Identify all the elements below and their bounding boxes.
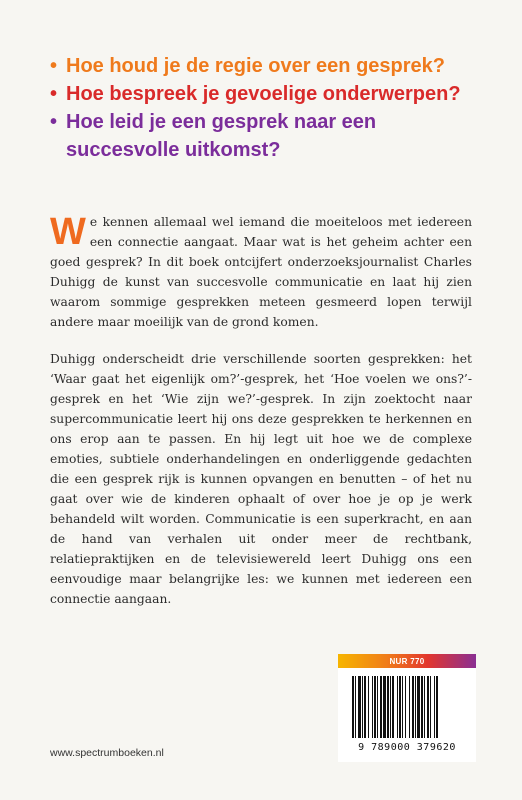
- bullet-text: Hoe bespreek je gevoelige onderwerpen?: [66, 83, 461, 105]
- nur-strip: [338, 654, 476, 668]
- drop-cap: W: [50, 211, 86, 253]
- bullet-text: Hoe houd je de regie over een gesprek?: [66, 55, 446, 77]
- bullet-list: [50, 52, 490, 164]
- bullet-dot: •: [50, 55, 58, 77]
- barcode-icon: [352, 676, 464, 738]
- bullet-item-2: [50, 80, 490, 108]
- barcode-panel: [338, 654, 476, 762]
- blurb-paragraph-1: [50, 212, 472, 332]
- bullet-text: Hoe leid je een gesprek naar een succesvolle uitkomst?: [66, 111, 377, 161]
- bullet-item-3: [50, 108, 490, 164]
- bullet-dot: •: [50, 83, 58, 105]
- publisher-website: www.spectrumboeken.nl: [50, 747, 164, 759]
- blurb-text: [50, 212, 472, 626]
- bullet-item-1: [50, 52, 490, 80]
- blurb-paragraph-2: Duhigg onderscheidt drie verschillende soorten gesprekken: het ‘Waar gaat het eigenlijk om?’-gesprek, het ‘Hoe voelen we ons?’-gesprek en het ‘Wie zijn we?’-gesprek. In zijn zoektocht naar supercommunicatie leert hij ons deze gesprekken te herkennen en ons erop aan te passen. En hij legt uit hoe we de complexe emoties, subtiele onderhandelingen en onderliggende gedachten die een gesprek rijk is kunnen opvangen en benutten – of het nu gaat over wie de kinderen ophaalt of over hoe je op je werk behandeld wilt worden. Communicatie is een superkracht, en aan de hand van verhalen uit onder meer de rechtbank, relatiepraktijken en de televisiewereld leert Duhigg ons een eenvoudige maar belangrijke les: we kunnen met iedereen een connectie aangaan.: [50, 352, 472, 606]
- isbn-number: 9 789000 379620: [358, 742, 456, 753]
- paragraph-text: e kennen allemaal wel iemand die moeiteloos met iedereen een connectie aangaat. Maar wat is het geheim achter een goed gesprek? In dit boek ontcijfert onderzoeksjournalist Charles Duhigg de kunst van succesvolle communicatie en laat hij zien waarom sommige gesprekken meteen gesmeerd lopen terwijl andere maar moeilijk van de grond komen.: [50, 215, 472, 329]
- bullet-dot: •: [50, 111, 58, 133]
- nur-code: NUR 770: [389, 656, 425, 666]
